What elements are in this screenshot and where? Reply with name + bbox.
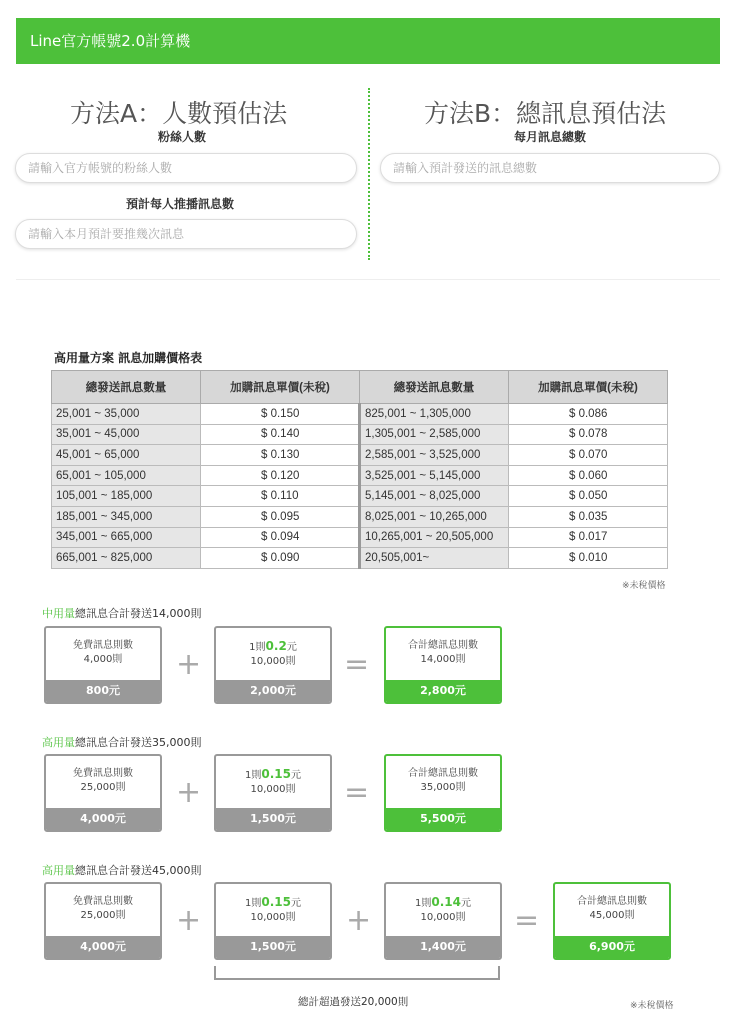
- usage-tier-label: 高用量: [42, 736, 75, 749]
- table-row: [52, 424, 668, 445]
- monthly-total-input[interactable]: [380, 153, 720, 183]
- range-cell: 65,001 ~ 105,000: [52, 465, 201, 486]
- card-text: [386, 895, 500, 925]
- example-caption: [42, 605, 202, 621]
- card-line2: 25,000則: [80, 910, 126, 921]
- card-text: [216, 639, 330, 669]
- fans-count-label: 粉絲人數: [158, 130, 207, 144]
- card-price: 1,400元: [386, 936, 500, 958]
- bracket-label: 總計超過發送20,000則: [298, 996, 409, 1008]
- range-cell: 105,001 ~ 185,000: [52, 486, 201, 507]
- rate-value: 0.14: [431, 895, 461, 909]
- total-card: [553, 882, 671, 960]
- usage-tier-label: 高用量: [42, 864, 75, 877]
- app-title: Line官方帳號2.0計算機: [30, 32, 191, 50]
- card-price: 1,500元: [216, 808, 330, 830]
- total-card: [384, 754, 502, 832]
- price-cell: $ 0.010: [509, 548, 668, 569]
- price-table: [51, 370, 668, 569]
- rate-prefix: 1則: [249, 642, 266, 653]
- range-cell: 8,025,001 ~ 10,265,000: [360, 506, 509, 527]
- tax-note: ※未稅價格: [622, 581, 666, 591]
- card-line1: 合計總訊息則數: [408, 640, 478, 651]
- card-line1: 免費訊息則數: [73, 768, 133, 779]
- price-cell: $ 0.150: [201, 404, 360, 425]
- card-line2: 10,000則: [250, 656, 296, 667]
- push-per-user-label: 預計每人推播訊息數: [126, 197, 235, 211]
- price-cell: $ 0.060: [509, 465, 668, 486]
- card-price: 2,800元: [386, 680, 500, 702]
- example-caption: [42, 862, 202, 878]
- card-line2: 14,000則: [420, 654, 466, 665]
- rate-value: 0.15: [261, 895, 291, 909]
- price-cell: $ 0.070: [509, 445, 668, 466]
- price-cell: $ 0.094: [201, 527, 360, 548]
- section-separator: [16, 279, 720, 280]
- monthly-total-label: 每月訊息總數: [514, 130, 587, 144]
- range-cell: 25,001 ~ 35,000: [52, 404, 201, 425]
- extra-messages-card: [384, 882, 502, 960]
- caption-text: 總訊息合計發送45,000則: [75, 864, 202, 877]
- col-header-range: 總發送訊息數量: [52, 371, 201, 404]
- card-text: [555, 895, 669, 923]
- method-a-title: 方法A：人數預估法: [70, 99, 288, 128]
- rate-value: 0.15: [261, 767, 291, 781]
- card-text: [46, 895, 160, 923]
- price-cell: $ 0.130: [201, 445, 360, 466]
- rate-prefix: 1則: [415, 898, 432, 909]
- card-text: [46, 767, 160, 795]
- rate-prefix: 1則: [245, 770, 262, 781]
- price-cell: $ 0.140: [201, 424, 360, 445]
- bracket: [214, 966, 500, 980]
- price-cell: $ 0.050: [509, 486, 668, 507]
- card-price: 4,000元: [46, 936, 160, 958]
- card-text: [386, 639, 500, 667]
- extra-messages-card: [214, 626, 332, 704]
- card-price: 1,500元: [216, 936, 330, 958]
- card-line1: 免費訊息則數: [73, 896, 133, 907]
- table-row: [52, 465, 668, 486]
- caption-text: 總訊息合計發送35,000則: [75, 736, 202, 749]
- rate-suffix: 元: [290, 898, 301, 909]
- range-cell: 45,001 ~ 65,000: [52, 445, 201, 466]
- range-cell: 35,001 ~ 45,000: [52, 424, 201, 445]
- table-row: [52, 445, 668, 466]
- equals-icon: =: [514, 903, 540, 938]
- range-cell: 1,305,001 ~ 2,585,000: [360, 424, 509, 445]
- card-text: [386, 767, 500, 795]
- col-header-price: 加購訊息單價(未稅): [509, 371, 668, 404]
- card-price: 2,000元: [216, 680, 330, 702]
- example-caption: [42, 734, 202, 750]
- free-messages-card: [44, 882, 162, 960]
- fans-count-input[interactable]: [15, 153, 357, 183]
- range-cell: 3,525,001 ~ 5,145,000: [360, 465, 509, 486]
- equals-icon: =: [344, 775, 370, 810]
- card-text: [216, 895, 330, 925]
- total-card: [384, 626, 502, 704]
- tax-note: ※未稅價格: [630, 1001, 674, 1011]
- usage-tier-label: 中用量: [42, 607, 75, 620]
- price-table-title: 高用量方案 訊息加購價格表: [54, 351, 203, 365]
- range-cell: 2,585,001 ~ 3,525,000: [360, 445, 509, 466]
- table-row: [52, 486, 668, 507]
- card-price: 5,500元: [386, 808, 500, 830]
- price-cell: $ 0.078: [509, 424, 668, 445]
- table-row: [52, 506, 668, 527]
- card-line2: 10,000則: [250, 784, 296, 795]
- free-messages-card: [44, 626, 162, 704]
- rate-suffix: 元: [290, 770, 301, 781]
- rate-suffix: 元: [286, 642, 297, 653]
- card-line2: 10,000則: [250, 912, 296, 923]
- method-divider: [368, 88, 370, 260]
- card-line2: 35,000則: [420, 782, 466, 793]
- col-header-price: 加購訊息單價(未稅): [201, 371, 360, 404]
- card-line2: 45,000則: [589, 910, 635, 921]
- price-cell: $ 0.110: [201, 486, 360, 507]
- price-cell: $ 0.095: [201, 506, 360, 527]
- card-price: 6,900元: [555, 936, 669, 958]
- range-cell: 185,001 ~ 345,000: [52, 506, 201, 527]
- range-cell: 825,001 ~ 1,305,000: [360, 404, 509, 425]
- free-messages-card: [44, 754, 162, 832]
- card-line2: 25,000則: [80, 782, 126, 793]
- method-b-title: 方法B：總訊息預估法: [424, 99, 667, 128]
- card-line2: 4,000則: [83, 654, 123, 665]
- plus-icon: +: [176, 647, 202, 682]
- range-cell: 5,145,001 ~ 8,025,000: [360, 486, 509, 507]
- table-header-row: [52, 371, 668, 404]
- plus-icon: +: [176, 903, 202, 938]
- range-cell: 665,001 ~ 825,000: [52, 548, 201, 569]
- extra-messages-card: [214, 882, 332, 960]
- card-price: 4,000元: [46, 808, 160, 830]
- table-row: [52, 404, 668, 425]
- caption-text: 總訊息合計發送14,000則: [75, 607, 202, 620]
- card-price: 800元: [46, 680, 160, 702]
- rate-suffix: 元: [460, 898, 471, 909]
- range-cell: 20,505,001~: [360, 548, 509, 569]
- price-cell: $ 0.017: [509, 527, 668, 548]
- rate-value: 0.2: [265, 639, 287, 653]
- price-cell: $ 0.120: [201, 465, 360, 486]
- range-cell: 10,265,001 ~ 20,505,000: [360, 527, 509, 548]
- card-text: [46, 639, 160, 667]
- table-row: [52, 548, 668, 569]
- card-line2: 10,000則: [420, 912, 466, 923]
- price-cell: $ 0.090: [201, 548, 360, 569]
- plus-icon: +: [176, 775, 202, 810]
- card-line1: 合計總訊息則數: [577, 896, 647, 907]
- push-per-user-input[interactable]: [15, 219, 357, 249]
- rate-prefix: 1則: [245, 898, 262, 909]
- plus-icon: +: [346, 903, 372, 938]
- equals-icon: =: [344, 647, 370, 682]
- extra-messages-card: [214, 754, 332, 832]
- app-header: [16, 18, 720, 64]
- card-line1: 免費訊息則數: [73, 640, 133, 651]
- card-line1: 合計總訊息則數: [408, 768, 478, 779]
- range-cell: 345,001 ~ 665,000: [52, 527, 201, 548]
- col-header-range: 總發送訊息數量: [360, 371, 509, 404]
- price-cell: $ 0.086: [509, 404, 668, 425]
- table-row: [52, 527, 668, 548]
- card-text: [216, 767, 330, 797]
- price-cell: $ 0.035: [509, 506, 668, 527]
